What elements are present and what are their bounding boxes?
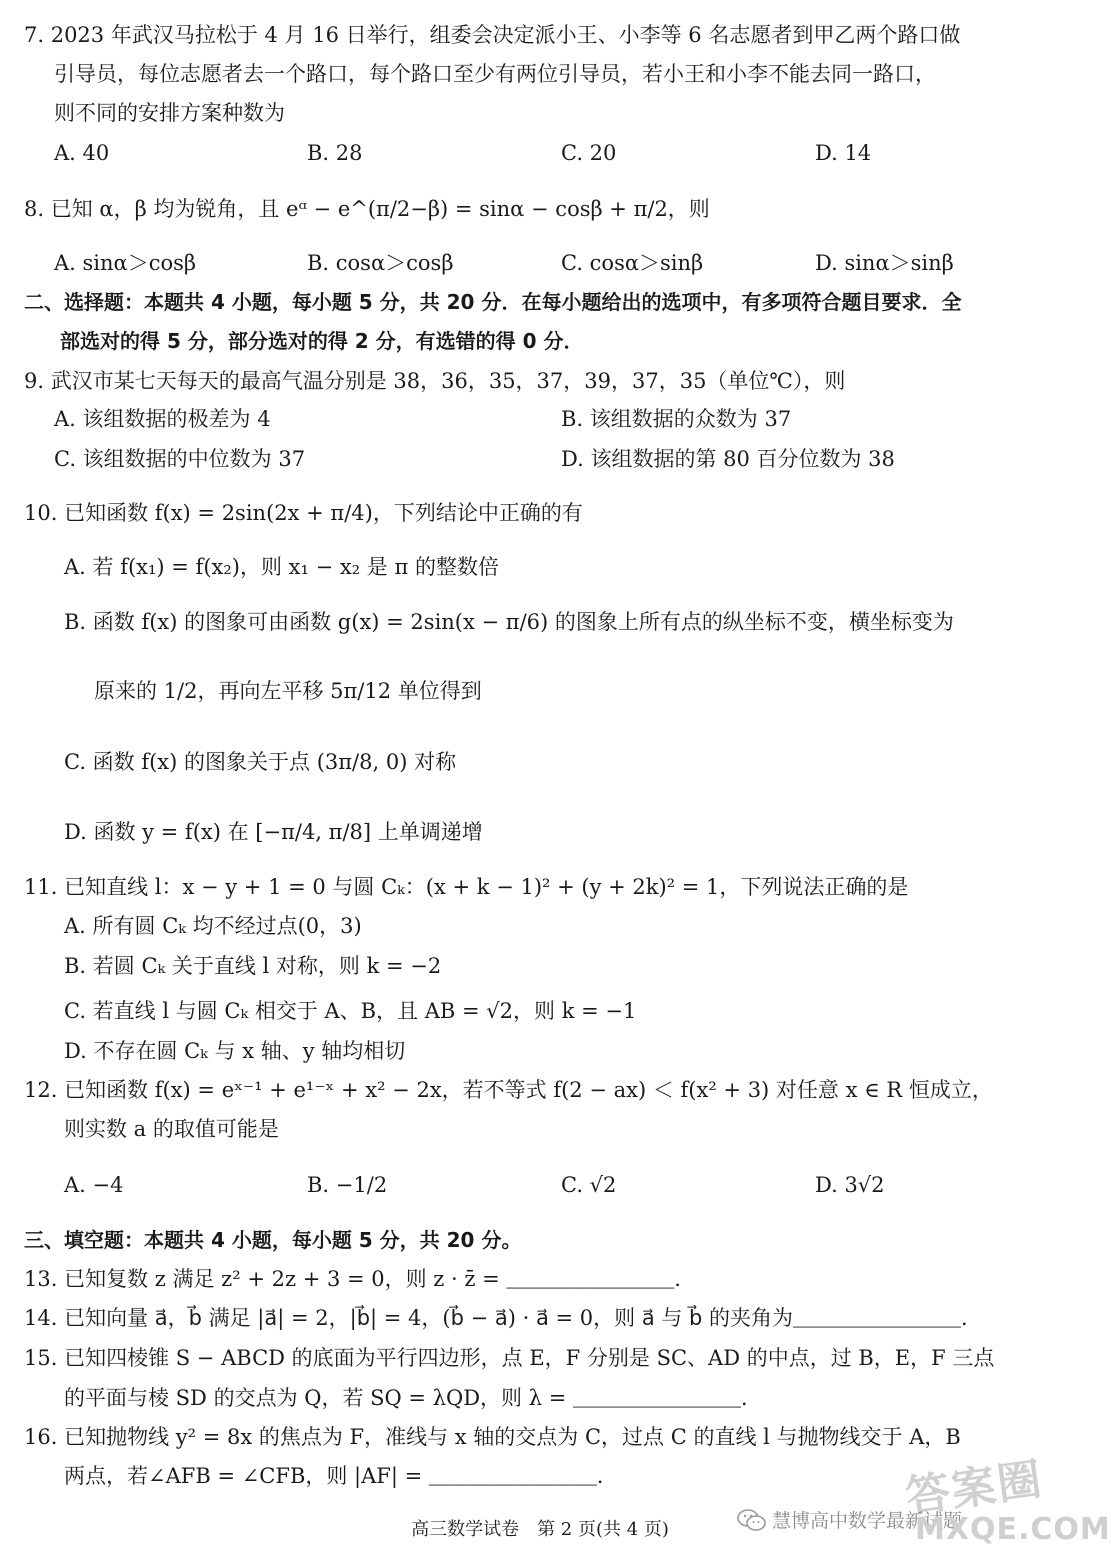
q12-line-1: 12. 已知函数 f(x) = eˣ⁻¹ + e¹⁻ˣ + x² − 2x，若不等式 f(2 − ax) ＜ f(x² + 3) 对任意 x ∈ R 恒成立， (24, 1078, 993, 1102)
page-footer: 高三数学试卷 第 2 页(共 4 页) (411, 1519, 669, 1540)
section-3-heading: 三、填空题：本题共 4 小题，每小题 5 分，共 20 分。 (24, 1228, 522, 1252)
q11-option-c: C. 若直线 l 与圆 Cₖ 相交于 A、B，且 AB = √2，则 k = −1 (64, 999, 637, 1023)
q12-option-d: D. 3√2 (815, 1173, 885, 1197)
q15-line-2: 的平面与棱 SD 的交点为 Q，若 SQ = λQD，则 λ = ＿＿＿＿＿＿＿＿． (64, 1386, 762, 1410)
q11-option-d: D. 不存在圆 Cₖ 与 x 轴、y 轴均相切 (64, 1039, 406, 1063)
q8-option-a: A. sinα＞cosβ (54, 251, 197, 275)
q8-option-c: C. cosα＞sinβ (561, 251, 704, 275)
q12-option-a: A. −4 (64, 1173, 124, 1197)
q11-option-a: A. 所有圆 Cₖ 均不经过点(0，3) (64, 914, 362, 938)
q8-line-1: 8. 已知 α，β 均为锐角，且 eᵅ − e^(π/2−β) = sinα − cosβ + π/2，则 (24, 197, 710, 221)
section-2-heading-line-1: 二、选择题：本题共 4 小题，每小题 5 分，共 20 分．在每小题给出的选项中，有多项符合题目要求．全 (24, 290, 962, 314)
q14-line-1: 14. 已知向量 a⃗，b⃗ 满足 |a⃗| = 2，|b⃗| = 4，(b⃗ − a⃗) · a⃗ = 0，则 a⃗ 与 b⃗ 的夹角为＿＿＿＿＿＿＿＿． (24, 1306, 983, 1330)
q13-line-1: 13. 已知复数 z 满足 z² + 2z + 3 = 0，则 z · z̄ = ＿＿＿＿＿＿＿＿． (24, 1267, 696, 1291)
q12-line-2: 则实数 a 的取值可能是 (64, 1117, 279, 1141)
q9-option-a: A. 该组数据的极差为 4 (54, 407, 271, 431)
watermark-account-name: 慧博高中数学最新试题 (772, 1510, 963, 1532)
q10-line-1: 10. 已知函数 f(x) = 2sin(2x + π/4)，下列结论中正确的有 (24, 501, 583, 525)
q7-line-3: 则不同的安排方案种数为 (54, 101, 285, 125)
watermark-site-url: MXQE.COM (915, 1512, 1111, 1547)
q8-option-d: D. sinα＞sinβ (815, 251, 954, 275)
q10-option-c: C. 函数 f(x) 的图象关于点 (3π/8, 0) 对称 (64, 750, 457, 774)
q12-option-b: B. −1/2 (307, 1173, 388, 1197)
q7-option-c: C. 20 (561, 141, 617, 165)
q11-option-b: B. 若圆 Cₖ 关于直线 l 对称，则 k = −2 (64, 954, 442, 978)
q15-line-1: 15. 已知四棱锥 S − ABCD 的底面为平行四边形，点 E，F 分别是 SC、AD 的中点，过 B，E，F 三点 (24, 1346, 995, 1370)
q7-line-2: 引导员，每位志愿者去一个路口，每个路口至少有两位引导员，若小王和小李不能去同一路口， (54, 62, 936, 86)
q10-option-a: A. 若 f(x₁) = f(x₂)，则 x₁ − x₂ 是 π 的整数倍 (64, 555, 499, 579)
section-2-heading-line-2: 部选对的得 5 分，部分选对的得 2 分，有选错的得 0 分． (60, 329, 584, 353)
q16-line-1: 16. 已知抛物线 y² = 8x 的焦点为 F，准线与 x 轴的交点为 C，过点 C 的直线 l 与抛物线交于 A，B (24, 1425, 961, 1449)
q7-option-a: A. 40 (54, 141, 110, 165)
q12-option-c: C. √2 (561, 1173, 617, 1197)
watermark-stamp-text: 答案圈 (902, 1453, 1047, 1524)
q7-line-1: 7. 2023 年武汉马拉松于 4 月 16 日举行，组委会决定派小王、小李等 6 名志愿者到甲乙两个路口做 (24, 23, 961, 47)
q7-option-d: D. 14 (815, 141, 872, 165)
q11-line-1: 11. 已知直线 l：x − y + 1 = 0 与圆 Cₖ：(x + k − 1)² + (y + 2k)² = 1，下列说法正确的是 (24, 875, 909, 899)
q10-option-b-line-2: 原来的 1/2，再向左平移 5π/12 单位得到 (94, 679, 482, 703)
q10-option-d: D. 函数 y = f(x) 在 [−π/4, π/8] 上单调递增 (64, 820, 483, 844)
q9-option-c: C. 该组数据的中位数为 37 (54, 447, 306, 471)
q16-line-2: 两点，若∠AFB = ∠CFB，则 |AF| = ＿＿＿＿＿＿＿＿． (64, 1464, 618, 1488)
q10-option-b-line-1: B. 函数 f(x) 的图象可由函数 g(x) = 2sin(x − π/6) 的图象上所有点的纵坐标不变，横坐标变为 (64, 610, 954, 634)
q9-option-d: D. 该组数据的第 80 百分位数为 38 (561, 447, 895, 471)
q8-option-b: B. cosα＞cosβ (307, 251, 454, 275)
q9-option-b: B. 该组数据的众数为 37 (561, 407, 792, 431)
q9-line-1: 9. 武汉市某七天每天的最高气温分别是 38，36，35，37，39，37，35（单位℃），则 (24, 369, 846, 393)
q7-option-b: B. 28 (307, 141, 363, 165)
